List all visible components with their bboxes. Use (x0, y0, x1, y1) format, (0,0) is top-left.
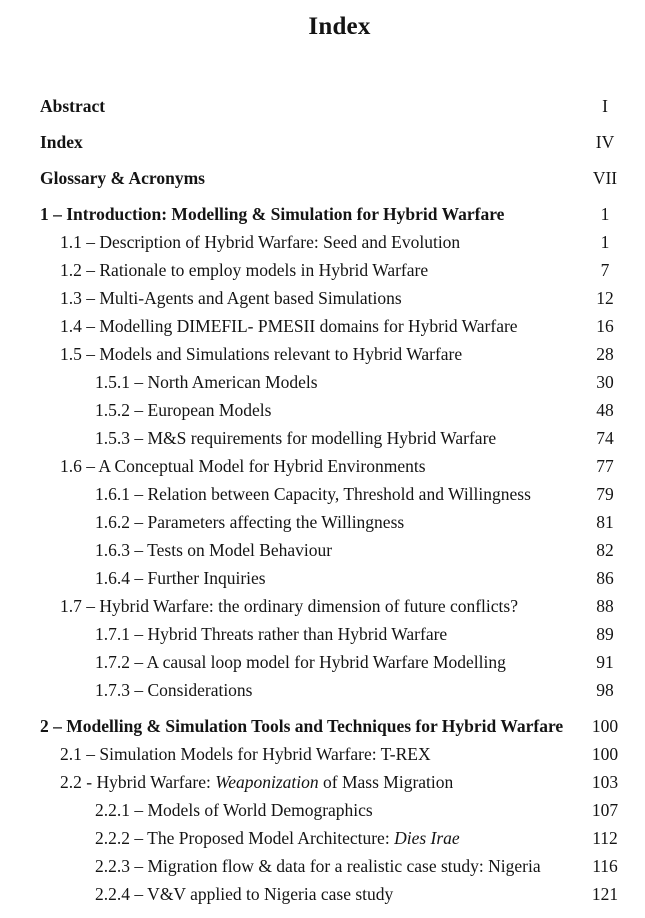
toc-entry[interactable] (0, 592, 645, 620)
toc-entry[interactable] (0, 340, 645, 368)
toc-entry-label: 1.7.2 – A causal loop model for Hybrid Warfare Modelling (95, 652, 506, 672)
toc-entry[interactable] (0, 620, 645, 648)
toc-entry[interactable] (0, 768, 645, 796)
toc-entry-label: 2.2.3 – Migration flow & data for a realistic case study: Nigeria (95, 856, 541, 876)
toc-entry-label: 1 – Introduction: Modelling & Simulation for Hybrid Warfare (40, 204, 505, 224)
toc-entry[interactable] (0, 480, 645, 508)
toc-entry-page: 12 (596, 288, 614, 308)
toc-entry-label: Index (40, 132, 83, 152)
toc-entry[interactable] (0, 452, 645, 480)
toc-entry-page: 89 (596, 624, 614, 644)
toc-entry-page: 28 (596, 344, 614, 364)
toc-entry-label: 1.5 – Models and Simulations relevant to Hybrid Warfare (60, 344, 463, 364)
toc-entry-page: 1 (600, 232, 610, 252)
toc-entry-label: 1.3 – Multi-Agents and Agent based Simulations (60, 288, 402, 308)
toc-entry-label: 1.7.1 – Hybrid Threats rather than Hybrid Warfare (95, 624, 448, 644)
toc-entry[interactable] (0, 200, 645, 228)
toc-entry-page: 103 (591, 772, 619, 792)
toc-entry[interactable] (0, 824, 645, 852)
toc-entry[interactable] (0, 536, 645, 564)
page-title: Index (308, 13, 371, 40)
toc-list (0, 92, 645, 908)
toc-entry-label: 1.5.3 – M&S requirements for modelling Hybrid Warfare (95, 428, 497, 448)
toc-entry-page: 112 (592, 828, 618, 848)
toc-entry[interactable] (0, 228, 645, 256)
toc-entry-page: 1 (600, 204, 610, 224)
toc-entry[interactable] (0, 508, 645, 536)
toc-entry-page: 100 (591, 716, 619, 736)
toc-entry-label: 1.5.2 – European Models (95, 400, 272, 420)
toc-entry-label: 2 – Modelling & Simulation Tools and Techniques for Hybrid Warfare (40, 716, 564, 736)
toc-entry-label: 1.4 – Modelling DIMEFIL- PMESII domains for Hybrid Warfare (60, 316, 518, 336)
toc-entry-label: 1.6.3 – Tests on Model Behaviour (95, 540, 333, 560)
toc-entry-page: VII (592, 168, 618, 188)
toc-entry[interactable] (0, 128, 645, 156)
toc-entry-page: 7 (600, 260, 610, 280)
toc-entry-label: 1.7 – Hybrid Warfare: the ordinary dimension of future conflicts? (60, 596, 518, 616)
toc-entry-page: 82 (596, 540, 614, 560)
toc-entry-page: 77 (596, 456, 614, 476)
toc-entry-label: 1.6.4 – Further Inquiries (95, 568, 266, 588)
toc-entry-label: Glossary & Acronyms (40, 168, 205, 188)
toc-entry-page: 86 (596, 568, 614, 588)
toc-entry-page: 30 (596, 372, 614, 392)
toc-entry-label: 1.6 – A Conceptual Model for Hybrid Environments (60, 456, 426, 476)
toc-entry-label: Abstract (40, 96, 106, 116)
toc-entry[interactable] (0, 648, 645, 676)
toc-entry-page: 98 (596, 680, 614, 700)
toc-entry-page: 79 (596, 484, 614, 504)
toc-entry[interactable] (0, 880, 645, 908)
toc-entry[interactable] (0, 312, 645, 340)
toc-entry-page: 100 (591, 744, 619, 764)
toc-entry[interactable] (0, 368, 645, 396)
toc-entry[interactable] (0, 164, 645, 192)
toc-entry[interactable] (0, 564, 645, 592)
toc-entry[interactable] (0, 284, 645, 312)
toc-entry-label: 2.2.1 – Models of World Demographics (95, 800, 373, 820)
toc-entry[interactable] (0, 852, 645, 880)
toc-entry-label: 2.2 - Hybrid Warfare: Weaponization of Mass Migration (60, 772, 454, 792)
toc-entry-label: 1.6.1 – Relation between Capacity, Threshold and Willingness (95, 484, 531, 504)
toc-entry-page: 91 (596, 652, 614, 672)
toc-entry-label: 1.7.3 – Considerations (95, 680, 253, 700)
toc-entry[interactable] (0, 256, 645, 284)
toc-entry[interactable] (0, 676, 645, 704)
toc-entry[interactable] (0, 92, 645, 120)
toc-entry-label: 1.6.2 – Parameters affecting the Willingness (95, 512, 405, 532)
toc-entry-page: I (602, 96, 608, 116)
toc-entry[interactable] (0, 740, 645, 768)
toc-entry-label: 2.2.2 – The Proposed Model Architecture: Dies Irae (95, 828, 460, 848)
toc-entry-page: 48 (596, 400, 614, 420)
toc-entry-label: 2.2.4 – V&V applied to Nigeria case study (95, 884, 394, 904)
toc-entry-page: 88 (596, 596, 614, 616)
toc-entry-label: 1.5.1 – North American Models (95, 372, 318, 392)
toc-entry-page: 74 (596, 428, 614, 448)
toc-entry-label: 2.1 – Simulation Models for Hybrid Warfare: T-REX (60, 744, 431, 764)
toc-entry[interactable] (0, 712, 645, 740)
toc-entry-page: 16 (596, 316, 614, 336)
toc-entry-page: 121 (591, 884, 619, 904)
toc-entry[interactable] (0, 396, 645, 424)
toc-entry-label: 1.2 – Rationale to employ models in Hybrid Warfare (60, 260, 429, 280)
toc-entry-label: 1.1 – Description of Hybrid Warfare: Seed and Evolution (60, 232, 461, 252)
toc-entry[interactable] (0, 424, 645, 452)
toc-entry-page: 81 (596, 512, 614, 532)
toc-entry-page: IV (595, 132, 615, 152)
toc-entry-page: 116 (592, 856, 618, 876)
toc-entry-page: 107 (591, 800, 619, 820)
toc-entry[interactable] (0, 796, 645, 824)
